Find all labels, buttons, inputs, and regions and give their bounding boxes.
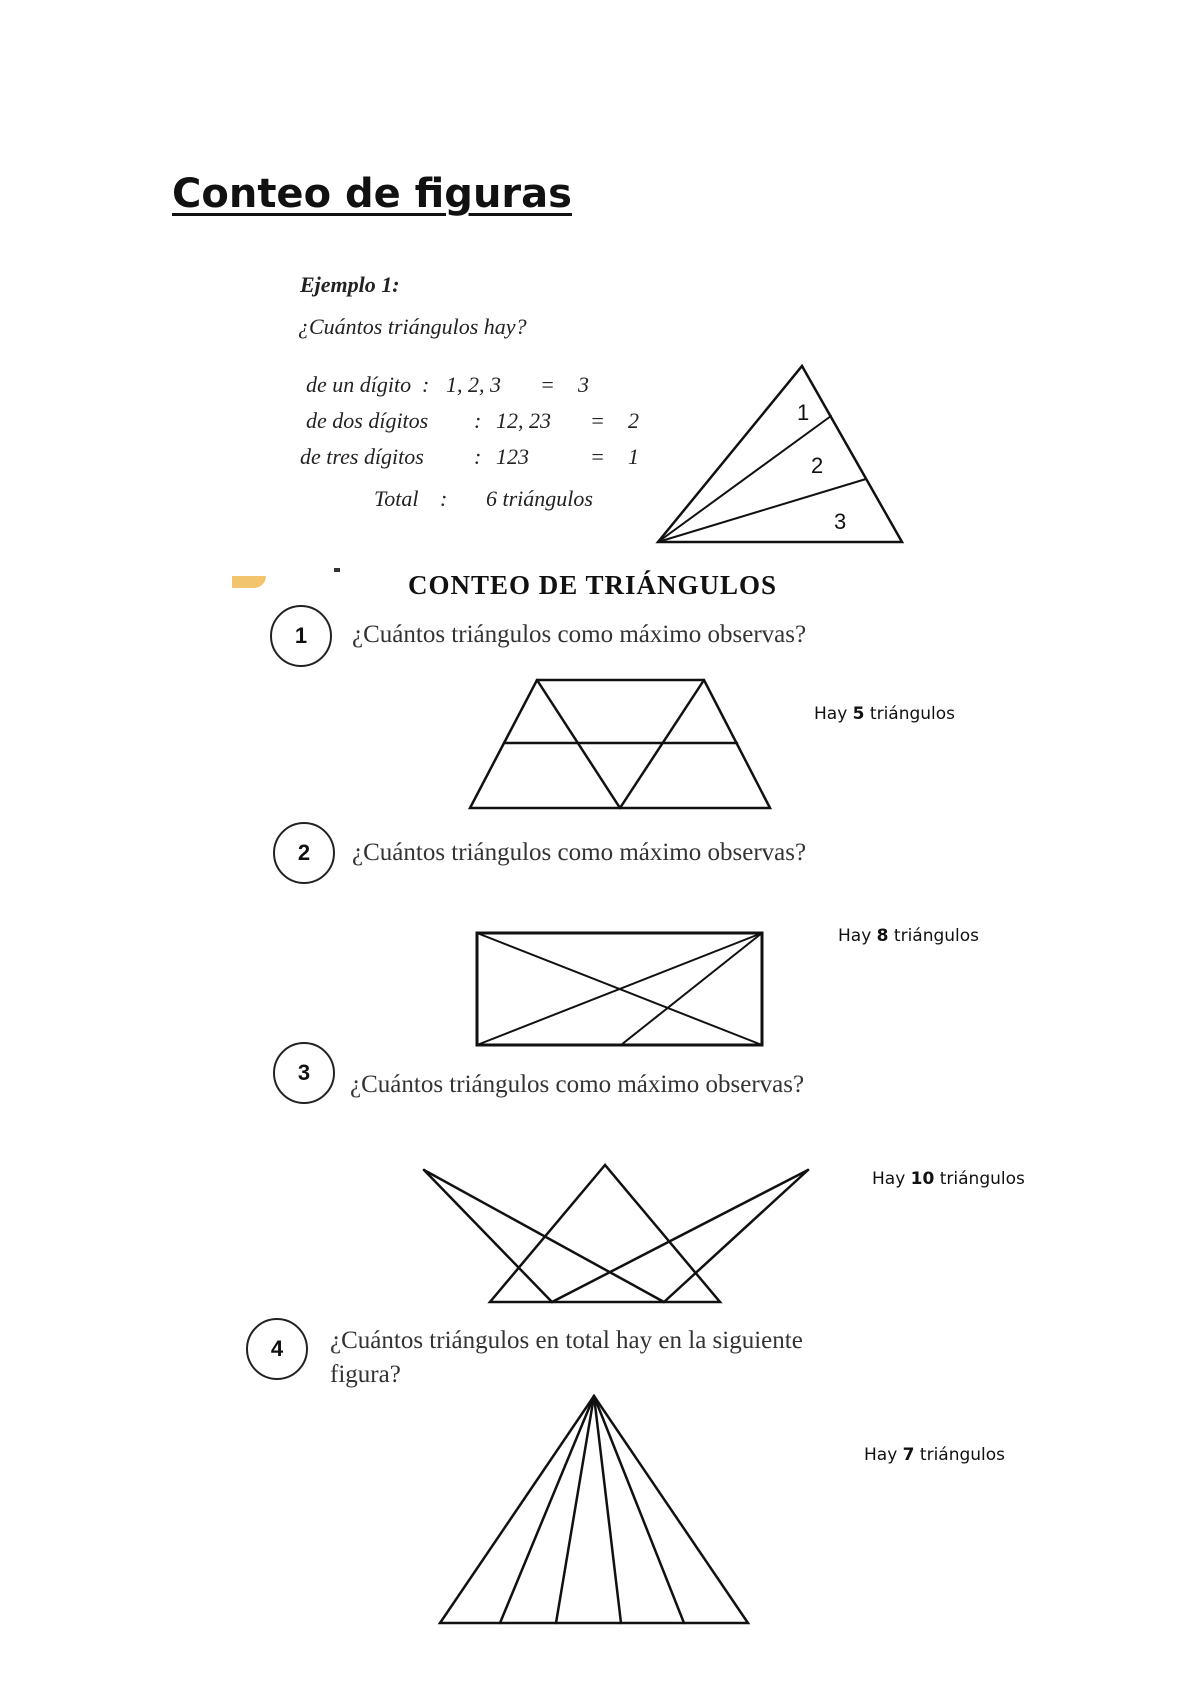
example-row-label: de dos dígitos [306,408,429,433]
example-row-equals: = [590,444,605,469]
answer-suffix: triángulos [869,704,956,724]
example-row-equals: = [540,372,555,397]
example-row-colon: : [422,372,430,397]
example-row-values: 123 [496,444,529,469]
fan-outer-triangle [440,1396,748,1623]
answer-suffix: triángulos [939,1169,1025,1189]
answer-prefix: Hay [864,1445,898,1465]
question-text: ¿Cuántos triángulos como máximo observas? [352,839,807,866]
answer-count: 5 [852,704,865,724]
answer-prefix: Hay [814,704,848,724]
question-number-badge: 4 [246,1318,308,1380]
example-row-label: de tres dígitos [300,444,424,469]
answer-suffix: triángulos [919,1445,1006,1465]
answer-prefix: Hay [872,1169,906,1189]
answer-text [864,1445,1005,1465]
question-text-line-2: figura? [330,1361,401,1388]
example-total-label: Total [374,486,419,511]
example-row-values: 12, 23 [496,408,551,433]
example-row-result: 1 [628,444,639,469]
fan-line [556,1396,594,1623]
question-text: ¿Cuántos triángulos como máximo observas? [350,1071,805,1098]
example-total-value: 6 triángulos [486,486,593,511]
page-title: Conteo de figuras [172,171,572,217]
answer-prefix: Hay [838,926,872,946]
answer-count: 7 [902,1445,915,1465]
example-row-result: 2 [628,408,639,433]
example-row-colon: : [474,408,482,433]
example-row-values: 1, 2, 3 [446,372,501,397]
example-label-2: 2 [811,453,824,478]
question-text-line-1: ¿Cuántos triángulos en total hay en la siguiente [330,1327,803,1354]
example-heading: Ejemplo 1: [300,272,400,297]
answer-count: 10 [910,1169,935,1189]
example-label-3: 3 [834,509,847,534]
section-title: CONTEO DE TRIÁNGULOS [408,570,778,600]
question-number-badge: 2 [273,822,335,884]
answer-count: 8 [876,926,889,946]
example-row-colon: : [474,444,482,469]
example-row-label: de un dígito [306,372,412,397]
example-question: ¿Cuántos triángulos hay? [298,314,527,339]
answer-suffix: triángulos [893,926,980,946]
example-label-1: 1 [797,400,810,425]
example-row-result: 3 [578,372,589,397]
question-number-badge: 1 [270,605,332,667]
question-number-badge: 3 [273,1042,335,1104]
example-row-equals: = [590,408,605,433]
example-total-colon: : [440,486,448,511]
fan-line [500,1396,594,1623]
question-text: ¿Cuántos triángulos como máximo observas? [352,621,807,648]
